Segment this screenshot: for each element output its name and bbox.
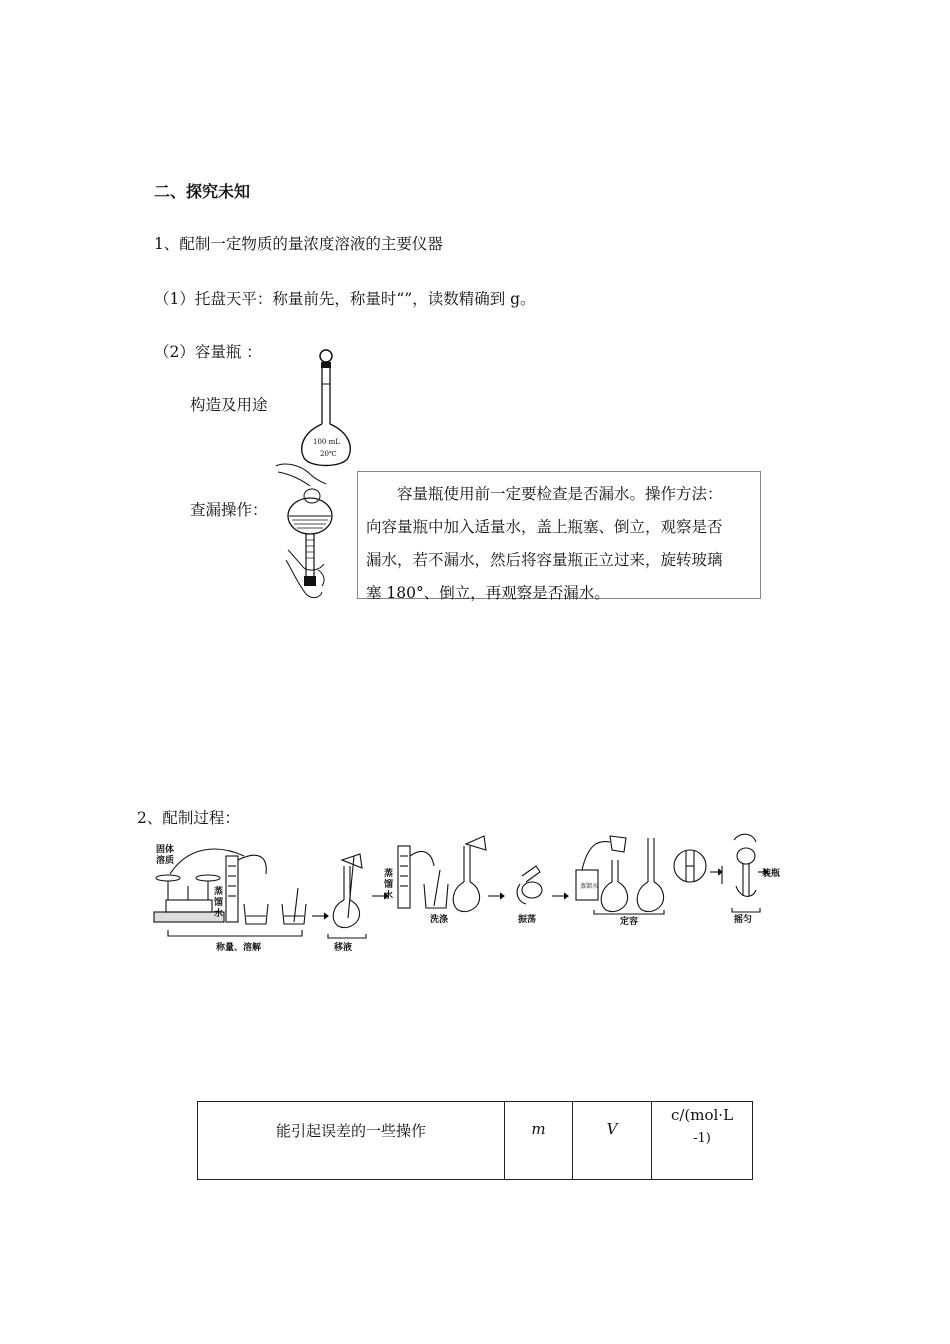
flask-marking-1: 100 mL <box>313 438 340 446</box>
volumetric-flask-figure <box>296 346 364 472</box>
header-c-unit-exp: -1) <box>693 1131 711 1146</box>
table-header-row <box>198 1102 753 1180</box>
solid-label-2: 溶质 <box>156 856 175 866</box>
leak-check-box <box>357 471 761 602</box>
wash-water-label-3: 水 <box>384 891 394 901</box>
water-label-2: 馏 <box>214 898 224 908</box>
step-mix-label: 摇匀 <box>734 915 753 925</box>
step-transfer-label: 移液 <box>334 943 353 953</box>
wash-water-label-1: 蒸 <box>384 869 394 879</box>
flask-line: （2）容量瓶 ： <box>154 343 262 361</box>
preparation-process-figure <box>148 826 788 956</box>
leak-box-line-1: 容量瓶使用前一定要检查是否漏水。操作方法： <box>366 485 723 503</box>
water-label-3: 水 <box>214 909 224 919</box>
section-title: 二、探究未知 <box>154 182 251 201</box>
leak-check-figure <box>270 460 346 602</box>
leak-label: 查漏操作： <box>190 501 268 519</box>
structure-label: 构造及用途 <box>190 396 268 414</box>
header-v: V <box>573 1102 652 1180</box>
flask-marking-2: 20℃ <box>320 450 337 458</box>
step-wash-label: 洗涤 <box>430 915 449 925</box>
water-label-1: 蒸 <box>214 887 224 897</box>
step-bottle-label: 装瓶 <box>762 869 781 879</box>
item2-heading: 2、配制过程： <box>137 809 240 827</box>
bottle-label: 蒸馏水 <box>580 883 599 890</box>
solid-label-1: 固体 <box>156 845 175 855</box>
header-c-unit: c/(mol·L <box>670 1106 734 1124</box>
header-m: m <box>505 1102 573 1180</box>
step-volume-label: 定容 <box>620 917 639 927</box>
header-operations: 能引起误差的一些操作 <box>198 1102 505 1180</box>
error-analysis-table <box>197 1101 753 1180</box>
header-c <box>652 1102 753 1180</box>
balance-line: （1）托盘天平：称量前先，称量时“”，读数精确到 g。 <box>154 290 536 308</box>
leak-box-line-2: 向容量瓶中加入适量水，盖上瓶塞、倒立，观察是否 <box>366 518 723 536</box>
step-weigh-label: 称量、溶解 <box>216 943 262 953</box>
wash-water-label-2: 馏 <box>384 880 394 890</box>
leak-box-line-4: 塞 180°、倒立，再观察是否漏水。 <box>366 584 610 602</box>
leak-box-line-3: 漏水，若不漏水，然后将容量瓶正立过来，旋转玻璃 <box>366 551 723 569</box>
step-shake-label: 振荡 <box>518 915 537 925</box>
item1-heading: 1、配制一定物质的量浓度溶液的主要仪器 <box>154 235 443 253</box>
